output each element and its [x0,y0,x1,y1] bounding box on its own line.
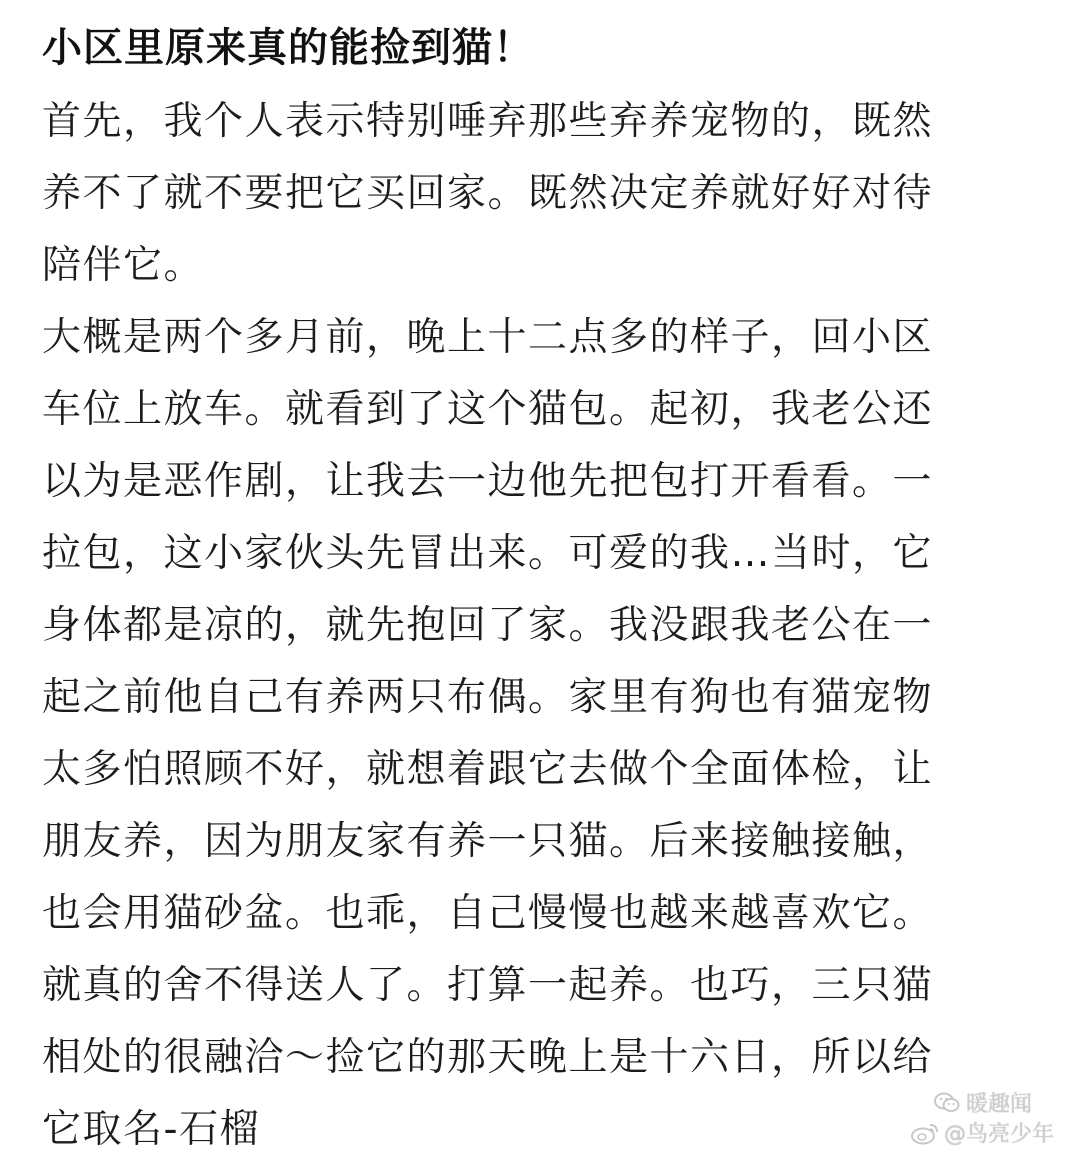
text-line: 太多怕照顾不好，就想着跟它去做个全面体检，让 [42,747,934,792]
text-line: 起之前他自己有养两只布偶。家里有狗也有猫宠物 [42,675,934,720]
text-line: 朋友养，因为朋友家有养一只猫。后来接触接触， [42,819,934,864]
text-line: 拉包，这小家伙头先冒出来。可爱的我…当时，它 [42,531,934,576]
weibo-icon [910,1121,940,1145]
text-line: 也会用猫砂盆。也乖，自己慢慢也越来越喜欢它。 [42,891,934,936]
text-line: 车位上放车。就看到了这个猫包。起初，我老公还 [42,387,934,432]
weibo-watermark [910,1117,1054,1148]
weibo-handle: @鸟亮少年 [943,1122,1054,1147]
text-line: 养不了就不要把它买回家。既然决定养就好好对待 [42,171,934,216]
text-line: 相处的很融洽～捡它的那天晚上是十六日，所以给 [42,1035,934,1080]
wechat-account-name: 暖趣闻 [965,1092,1032,1117]
wechat-icon [934,1092,960,1114]
text-line: 就真的舍不得送人了。打算一起养。也巧，三只猫 [42,963,934,1008]
text-line: 陪伴它。 [42,243,205,288]
text-line: 它取名-石榴 [42,1107,261,1152]
watermark [882,1087,1062,1151]
text-line: 首先，我个人表示特别唾弃那些弃养宠物的，既然 [42,99,934,144]
text-line: 以为是恶作剧，让我去一边他先把包打开看看。一 [42,459,934,504]
article-title: 小区里原来真的能捡到猫！ [42,25,534,71]
text-line: 大概是两个多月前，晚上十二点多的样子，回小区 [42,315,934,360]
wechat-watermark [934,1087,1032,1118]
text-line: 身体都是凉的，就先抱回了家。我没跟我老公在一 [42,603,934,648]
